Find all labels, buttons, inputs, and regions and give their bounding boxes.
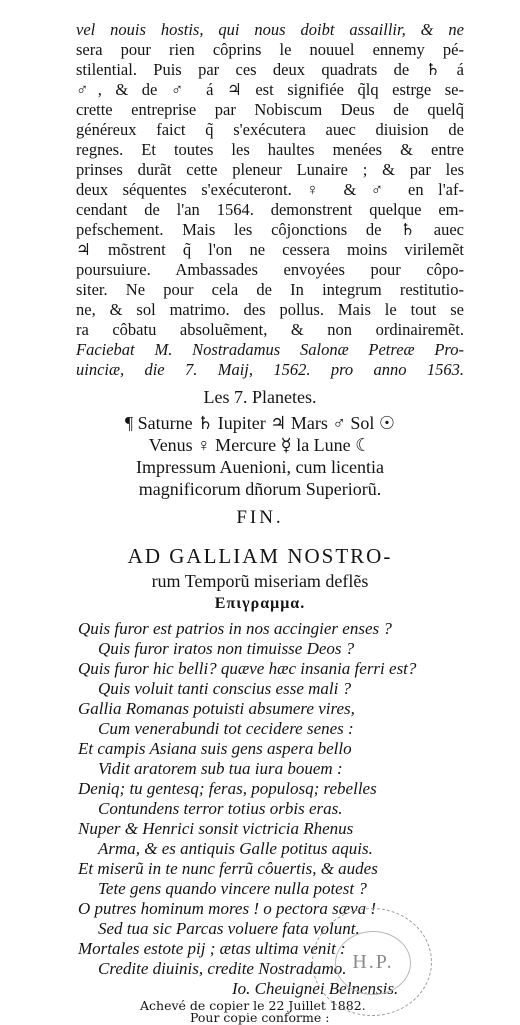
prose-line: deux séquentes s'exécuteront. ♀ & ♂ en l'af- xyxy=(76,180,464,199)
verse-line: Cum venerabundi tot cecidere senes : xyxy=(98,719,354,738)
prose-line: cendant de l'an 1564. demonstrent quelque em- xyxy=(76,200,464,219)
verse-line: Quis furor est patrios in nos accingier enses ? xyxy=(78,619,392,638)
prose-line: poursuiure. Ambassades envoyées pour côpo- xyxy=(76,260,464,279)
verse-line: Quis voluit tanti conscius esse mali ? xyxy=(98,679,352,698)
copy-note: Achevé de copier le 22 Juillet 1882. xyxy=(140,998,366,1013)
verse-line: O putres hominum mores ! o pectora sæva ! xyxy=(78,899,377,918)
verse-line: Tete gens quando vincere nulla potest ? xyxy=(98,879,367,898)
prose-line: vel nouis hostis, qui nous doibt assaillir, & ne xyxy=(76,20,464,39)
verse-line: Credite diuinis, credite Nostradamo. xyxy=(98,959,347,978)
poem-subheading: rum Temporũ miseriam deflẽs xyxy=(151,571,369,591)
imprint-line: magnificorum dñorum Superiorũ. xyxy=(138,479,382,499)
verse-line: Et miserũ in te nunc ferrũ côuertis, & audes xyxy=(78,859,378,878)
prose-line: stilential. Puis par ces deux quadrats de ♄ á xyxy=(76,60,464,79)
prose-line: uinciæ, die 7. Maij, 1562. pro anno 1563. xyxy=(76,360,464,379)
verse-line: Contundens terror totius orbis eras. xyxy=(98,799,343,818)
planets-title: Les 7. Planetes. xyxy=(203,387,317,407)
poem-heading: AD GALLIAM NOSTRO- xyxy=(127,544,393,568)
poem-greek-title: Επιγραμμα. xyxy=(214,595,306,612)
prose-line: ra côbatu absoluẽment, & non ordinairemẽt. xyxy=(76,320,464,339)
planets-line: Venus ♀ Mercure ☿ la Lune ☾ xyxy=(148,435,372,455)
verse-line: Arma, & es antiquis Galle potitus aquis. xyxy=(98,839,373,858)
prose-line: ♂, & de ♂ á ♃ est signifiée q̃lq estrge se- xyxy=(76,80,464,99)
fin-heading: FIN. xyxy=(236,507,284,528)
prose-line: crette entreprise par Nobiscum Deus de quelq̃ xyxy=(76,100,464,119)
prose-line: pefschement. Mais les côjonctions de ♄ auec xyxy=(76,220,464,239)
prose-line: ♃ mõstrent q̃ l'on ne cessera moins virilemẽt xyxy=(76,240,464,259)
prose-line: ne, & sol matrimo. des pollus. Mais le tout se xyxy=(76,300,464,319)
imprint-line: Impressum Auenioni, cum licentia xyxy=(136,457,384,477)
verse-line: Quis furor hic belli? quæve hæc insania ferri est? xyxy=(78,659,417,678)
verse-line: Et campis Asiana suis gens aspera bello xyxy=(78,739,352,758)
prose-line: sera pour rien côprins le nouuel ennemy pé- xyxy=(76,40,464,59)
prose-line: prinses durãt cette pleneur Lunaire ; & par les xyxy=(76,160,464,179)
copy-note: Pour copie conforme : xyxy=(190,1010,330,1025)
archive-stamp-monogram: H.P. xyxy=(352,951,394,973)
verse-line: Quis furor iratos non timuisse Deos ? xyxy=(98,639,355,658)
verse-line: Mortales estote pij ; ætas ultima venit : xyxy=(78,939,346,958)
verse-line: Sed tua sic Parcas voluere fata volunt. xyxy=(98,919,360,938)
prose-line: siter. Ne pour cela de In integrum restitutio- xyxy=(76,280,464,299)
verse-line: Vidit aratorem sub tua iura bouem : xyxy=(98,759,343,778)
verse-line: Gallia Romanas potuisti absumere vires, xyxy=(78,699,355,718)
prose-line: regnes. Et toutes les haultes menées & entre xyxy=(76,140,464,159)
prose-line: Faciebat M. Nostradamus Salonæ Petreæ Pro- xyxy=(76,340,464,359)
prose-line: généreux faict q̃ s'exécutera auec diuision de xyxy=(76,120,464,139)
verse-line: Nuper & Henrici sonsit victricia Rhenus xyxy=(78,819,354,838)
signature-line: Io. Cheuignei Belnensis. xyxy=(232,979,399,998)
verse-line: Deniq; tu gentesq; feras, populosq; rebelles xyxy=(78,779,377,798)
planets-line: ¶ Saturne ♄ Iupiter ♃ Mars ♂ Sol ☉ xyxy=(124,413,396,433)
